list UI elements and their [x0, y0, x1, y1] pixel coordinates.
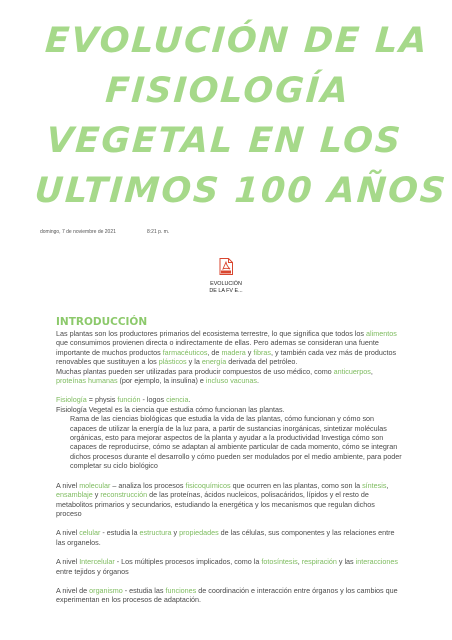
- note-date: domingo, 7 de noviembre de 2021: [40, 229, 116, 235]
- keyword: energía: [201, 357, 227, 367]
- text: A nivel: [56, 528, 80, 538]
- title-line-3: VEGETAL EN LOS: [44, 121, 404, 161]
- text: , de: [207, 347, 222, 357]
- text: ,: [297, 557, 302, 567]
- attachment-name-line-1: EVOLUCIÓN: [210, 281, 242, 287]
- text: ,: [386, 480, 389, 490]
- section-heading: INTRODUCCIÓN: [56, 316, 148, 328]
- keyword: función: [117, 395, 141, 405]
- keyword: celular: [79, 528, 101, 538]
- keyword: proteínas humanas: [56, 376, 118, 386]
- intercelular-paragraph: [56, 557, 402, 576]
- text: .: [257, 376, 259, 386]
- keyword: incluso vacunas: [205, 376, 257, 386]
- keyword: organismo: [89, 585, 123, 595]
- page-title: [33, 16, 449, 216]
- keyword: ciencia: [166, 395, 189, 405]
- text: .: [188, 395, 191, 405]
- definition-line: [56, 395, 402, 404]
- text: – analiza los procesos: [110, 480, 186, 490]
- keyword: ensamblaje: [56, 490, 93, 500]
- celular-paragraph: [56, 528, 402, 547]
- text: y: [245, 347, 254, 357]
- pdf-icon: [219, 258, 233, 275]
- organismo-paragraph: [56, 586, 402, 605]
- definition-detail: Rama de las ciencias biológicas que estudia la vida de las plantas, cómo funcionan y cómo son capaces de utilizar la energía de la luz para, a partir de sustancias inorgánicas, sintetizar moléculas orgánicas, esto para mejorar aspectos de la planta y ayudar a la productividad Investiga cómo son capaces de reproducirse, cómo se adaptan al ambiente particular de cada momento, cómo se integran dichos procesos durante el desarrollo y cómo pueden ser modulados por el medio ambiente, para poder completar su ciclo biológico: [70, 414, 402, 471]
- text: de las células, sus componentes y las relaciones entre las organelos.: [56, 528, 395, 547]
- keyword: respiración: [301, 557, 337, 567]
- keyword: fibras: [253, 347, 271, 357]
- text: de coordinación e interacción entre órganos y los cambios que experimentan en los procesos de adaptación.: [56, 585, 398, 605]
- keyword: Intercelular: [79, 557, 115, 567]
- text: que ocurren en las plantas, como son la: [230, 480, 363, 490]
- molecular-paragraph: [56, 481, 402, 519]
- keyword: fisicoquímicos: [185, 480, 231, 490]
- title-line-4: ULTIMOS 100 AÑOS: [33, 171, 449, 211]
- text: - Los múltiples procesos implicados, como la: [114, 557, 262, 567]
- text: - estudia las: [122, 585, 166, 595]
- keyword: propiedades: [179, 528, 219, 538]
- keyword: Fisiología: [56, 395, 87, 405]
- text: (por ejemplo, la insulina) e: [117, 376, 206, 386]
- definition-sentence: Fisiología Vegetal es la ciencia que estudia cómo funcionan las plantas.: [56, 404, 285, 414]
- text: A nivel: [56, 480, 80, 490]
- text: Las plantas son los productores primarios del ecosistema terrestre, lo que significa que todos los: [56, 329, 365, 338]
- keyword: alimentos: [366, 329, 397, 338]
- keyword: farmacéuticos: [162, 347, 208, 357]
- note-time: 8:21 p. m.: [147, 229, 170, 235]
- note-body: [56, 316, 402, 605]
- title-line-2: FISIOLOGÍA: [104, 71, 352, 111]
- attachment-name-line-2: DE LA FV E...: [209, 287, 243, 294]
- keyword: síntesis: [362, 480, 387, 490]
- text: que consumimos provienen directa o indirectamente de ellas. Pero ademas se consideran una fuente importante de muchos productos: [56, 338, 379, 357]
- text: y las: [336, 557, 356, 567]
- keyword: plásticos: [158, 357, 187, 367]
- keyword: reconstrucción: [100, 490, 148, 500]
- text: Muchas plantas pueden ser utilizadas para producir compuestos de uso médico, como: [56, 366, 334, 376]
- intro-paragraph: [56, 329, 402, 367]
- text: - logos: [140, 395, 167, 405]
- title-line-1: EVOLUCIÓN DE LA: [43, 21, 431, 61]
- keyword: madera: [221, 347, 246, 357]
- keyword: anticuerpos: [333, 366, 371, 376]
- keyword: molecular: [79, 480, 111, 490]
- text: - estudia la: [100, 528, 140, 538]
- text: y: [171, 528, 180, 538]
- spacer: [56, 518, 402, 528]
- text: A nivel de: [56, 585, 90, 595]
- intro-paragraph-2: [56, 367, 402, 386]
- text: y la: [186, 357, 202, 367]
- spacer: [56, 471, 402, 481]
- text: = physis: [86, 395, 118, 405]
- pdf-attachment[interactable]: [200, 258, 252, 294]
- text: y: [92, 490, 101, 500]
- text: de las proteínas, ácidos nucleicos, polisacáridos, lípidos y el resto de metabolitos primarios y secundarios, estudiando la energética y los mecanismos que regulan dichos proceso: [56, 490, 375, 518]
- keyword: interacciones: [355, 557, 399, 567]
- spacer: [56, 385, 402, 395]
- spacer: [56, 547, 402, 557]
- text: derivada del petróleo.: [226, 357, 298, 367]
- text: , y también cada vez más de productos renovables que sustituyen a los: [56, 347, 397, 367]
- text: A nivel: [56, 557, 80, 567]
- text: entre tejidos y órganos: [56, 566, 129, 576]
- spacer: [56, 576, 402, 586]
- text: ,: [370, 366, 373, 376]
- keyword: estructura: [139, 528, 172, 538]
- keyword: funciones: [165, 585, 197, 595]
- keyword: fotosíntesis: [261, 557, 298, 567]
